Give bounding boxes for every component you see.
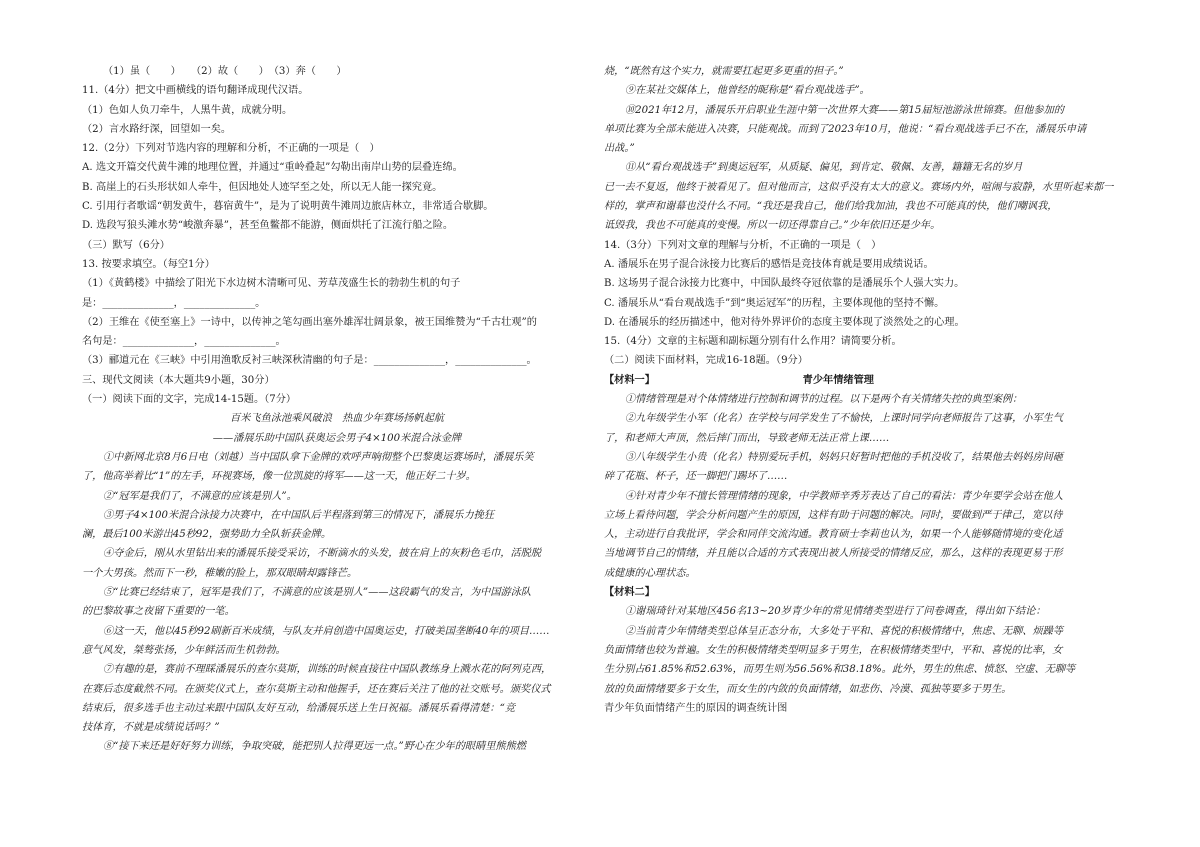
text-line: 青少年负面情绪产生的原因的调查统计图 [604, 702, 788, 714]
text-line: （二）阅读下面材料，完成16-18题。（9分） [604, 355, 808, 367]
text-line: A. 潘展乐在男子混合泳接力比赛后的感悟是竞技体育就是要用成绩说话。 [604, 258, 934, 270]
text-line: ②当前青少年情绪类型总体呈正态分布，大多处于平和、喜悦的积极情绪中，焦虑、无聊、烦躁等 [625, 625, 1064, 637]
text-line: ⑤“比赛已经结束了，冠军是我们了，不满意的应该是别人”——这段霸气的发言，为中国游泳队 [103, 587, 532, 599]
text-line: 的巴黎故事之夜留下重要的一笔。 [82, 606, 235, 618]
text-line: （3）郦道元在《三峡》中引用渔歌反衬三峡深秋清幽的句子是：______________，______________。 [82, 355, 537, 367]
text-line: ⑧“接下来还是好好努力训练，争取突破，能把别人拉得更远一点。”野心在少年的眼睛里熊熊燃 [103, 741, 526, 753]
text-line: 人，主动进行自我批评，学会和同伴交流沟通。教育硕士李莉也认为，如果一个人能够随情境的变化适 [604, 529, 1063, 541]
text-line: D. 选段写狼头滩水势“峻激奔暴”，甚至鱼鳖都不能游，侧面烘托了江流行船之险。 [82, 220, 454, 232]
text-line: 15.（4分）文章的主标题和副标题分别有什么作用？请简要分析。 [604, 336, 902, 348]
text-line: 12.（2分）下列对节选内容的理解和分析，不正确的一项是（ ） [82, 143, 380, 155]
text-line: 了，和老师大声顶，然后摔门而出，导致老师无法正常上课…… [604, 432, 890, 444]
text-line: 【材料一】 青少年情绪管理 [604, 373, 874, 386]
text-line: 成健康的心理状态。 [604, 567, 696, 579]
text-line: 单项比赛为全部未能进入决赛，只能观战。而到了2023年10月，他说：“看台观战选手已不在，潘展乐申请 [604, 123, 1087, 135]
text-line: ①谢瑞琦针对某地区456名13~20岁青少年的常见情绪类型进行了问卷调查，得出如下结论： [625, 606, 1046, 618]
text-line: 诋毁我，我也不可能真的变慢。所以一切还得靠自己。”少年依旧还是少年。 [604, 220, 941, 232]
text-line: （2）王维在《使至塞上》一诗中，以传神之笔勾画出塞外雄浑壮阔景象，被王国维赞为“千古壮观”的 [82, 316, 537, 328]
text-line: 名句是：______________，______________。 [82, 336, 286, 348]
text-line: 技体育，不就是成绩说话吗？” [82, 722, 220, 734]
text-line: 放的负面情绪要多于女生，而女生的内敛的负面情绪，如悲伤、冷漠、孤独等要多于男生。 [604, 683, 1012, 695]
text-line: （1）《黄鹤楼》中描绘了阳光下水边树木清晰可见、芳草茂盛生长的勃勃生机的句子 [82, 278, 461, 290]
text-line: 14.（3分）下列对文章的理解与分析，不正确的一项是（ ） [604, 239, 882, 251]
text-line: ①中新网北京8月6日电（刘越）当中国队拿下金牌的欢呼声响彻整个巴黎奥运赛场时，潘展乐笑 [103, 451, 534, 463]
text-line: （三）默写（6分） [82, 239, 170, 251]
text-line: A. 选文开篇交代黄牛滩的地理位置，并通过“重岭叠起”勾勒出南岸山势的层叠连绵。 [82, 162, 463, 174]
text-line: 结束后，很多选手也主动过来跟中国队友好互动，给潘展乐送上生日祝福。潘展乐看得清楚：“竞 [82, 702, 516, 714]
text-line: B. 这场男子混合泳接力比赛中，中国队最终夺冠依靠的是潘展乐个人强大实力。 [604, 278, 965, 290]
text-line: C. 引用行者歌谣“朝发黄牛，暮宿黄牛”，是为了说明黄牛滩周边旅店林立，非常适合歇脚。 [82, 201, 494, 213]
text-line: （一）阅读下面的文字，完成14-15题。（7分） [82, 394, 297, 406]
text-line: （1）色如人负刀牵牛，人黑牛黄，成就分明。 [82, 104, 293, 116]
text-line: 出战。” [604, 143, 635, 155]
text-line: 烧，“既然有这个实力，就需要扛起更多更重的担子。” [604, 66, 844, 77]
text-line: 了，他高举着比“1”的左手，环视赛场，像一位凯旋的将军——这一天，他正好二十岁。 [82, 471, 476, 483]
text-line: 【材料二】 [604, 586, 655, 599]
text-line: ⑩2021年12月，潘展乐开启职业生涯中第一次世界大赛——第15届短池游泳世锦赛。但他参加的 [625, 104, 1064, 116]
text-line: 碎了花瓶、杯子，还一脚把门踢坏了…… [604, 471, 788, 483]
text-line: C. 潘展乐从“看台观战选手”到“奥运冠军”的历程，主要体现他的坚持不懈。 [604, 297, 945, 309]
text-line: 13. 按要求填空。（每空1分） [82, 258, 215, 270]
text-line: 是：______________，______________。 [82, 297, 266, 309]
text-line: 三、现代文阅读（本大题共9小题，30分） [82, 374, 275, 386]
text-line: 已一去不复返，他终于被看见了。但对他而言，这似乎没有太大的意义。赛场内外，喧闹与寂静，水里听起来都一 [604, 181, 1114, 193]
text-line: 一个大男孩。然而下一秒，稚嫩的脸上，那双眼睛却露锋芒。 [82, 567, 358, 579]
text-line: ②九年级学生小军（化名）在学校与同学发生了不愉快，上课时同学向老师报告了这事，小军生气 [625, 413, 1064, 425]
text-line: ③八年级学生小贵（化名）特别爱玩手机，妈妈只好暂时把他的手机没收了，结果他去妈妈房间砸 [625, 451, 1064, 463]
left-column [82, 62, 592, 757]
text-line: 当地调节自己的情绪，并且能以合适的方式表现出被人所接受的情绪反应，那么，这样的表现更易于形 [604, 548, 1063, 560]
text-line: 百米飞鱼泳池乘风破浪 热血少年赛场扬帆起航 [230, 413, 444, 425]
text-line: ④针对青少年不擅长管理情绪的现象，中学教师辛秀芳表达了自己的看法：青少年要学会站在他人 [625, 490, 1064, 502]
text-line: D. 在潘展乐的经历描述中，他对待外界评价的态度主要体现了淡然处之的心理。 [604, 316, 965, 328]
text-line: 负面情绪也较为普遍。女生的积极情绪类型明显多于男生，在积极情绪类型中，平和、喜悦的比率，女 [604, 644, 1063, 656]
text-line: 意气风发，桀骜张扬，少年鲜活而生机勃勃。 [82, 644, 286, 656]
text-line: 11.（4分）把文中画横线的语句翻译成现代汉语。 [82, 85, 309, 97]
text-line: （2）言水路纡深，回望如一矣。 [82, 123, 232, 135]
text-line: ②“冠军是我们了，不满意的应该是别人”。 [103, 490, 297, 502]
text-line: ④夺金后，刚从水里钻出来的潘展乐接受采访，不断滴水的头发，披在肩上的灰粉色毛巾，活脱脱 [103, 548, 542, 560]
text-line: ⑨在某社交媒体上，他曾经的昵称是“看台观战选手”。 [625, 85, 870, 97]
text-line: ⑥这一天，他以45秒92刷新百米成绩，与队友并肩创造中国奥运史，打破美国垄断40年的项目…… [103, 625, 550, 637]
text-line: ③男子4×100米混合泳接力决赛中，在中国队后半程落到第三的情况下，潘展乐力挽狂 [103, 509, 495, 521]
text-line: B. 高崖上的石头形状如人牵牛，但因地处人迹罕至之处，所以无人能一探究竟。 [82, 181, 443, 193]
text-line: ——潘展乐助中国队获奥运会男子4×100米混合泳金牌 [212, 432, 462, 444]
text-line: 生分别占61.85%和52.63%，而男生则为56.56%和38.18%。此外，男生的焦虑、愤怒、空虚、无聊等 [604, 664, 1076, 676]
right-column [604, 62, 1130, 718]
text-line: （1）虽（ ） （2）故（ ） （3）奔（ ） [103, 66, 347, 77]
text-line: 在赛后态度截然不同。在颁奖仪式上，查尔莫斯主动和他握手，还在赛后关注了他的社交账号。颁奖仪式 [82, 683, 551, 695]
text-line: ⑦有趣的是，赛前不理睬潘展乐的查尔莫斯，训练的时候直接往中国队教练身上溅水花的阿列克西， [103, 664, 552, 676]
text-line: 立场上看待问题，学会分析问题产生的原因，这样有助于问题的解决。同时，要做到严于律己，宽以待 [604, 509, 1063, 521]
text-line: 样的，掌声和谢幕也没什么不同。“我还是我自己，他们给我加油，我也不可能真的快，他们嘲讽我， [604, 201, 1058, 213]
text-line: ⑪从“看台观战选手”到奥运冠军，从质疑、偏见，到肯定、敬佩、友善，籍籍无名的岁月 [625, 162, 1023, 174]
text-line: ①情绪管理是对个体情绪进行控制和调节的过程。以下是两个有关情绪失控的典型案例： [625, 394, 1023, 406]
text-line: 澜，最后100米游出45秒92，强势助力全队斩获金牌。 [82, 529, 332, 541]
